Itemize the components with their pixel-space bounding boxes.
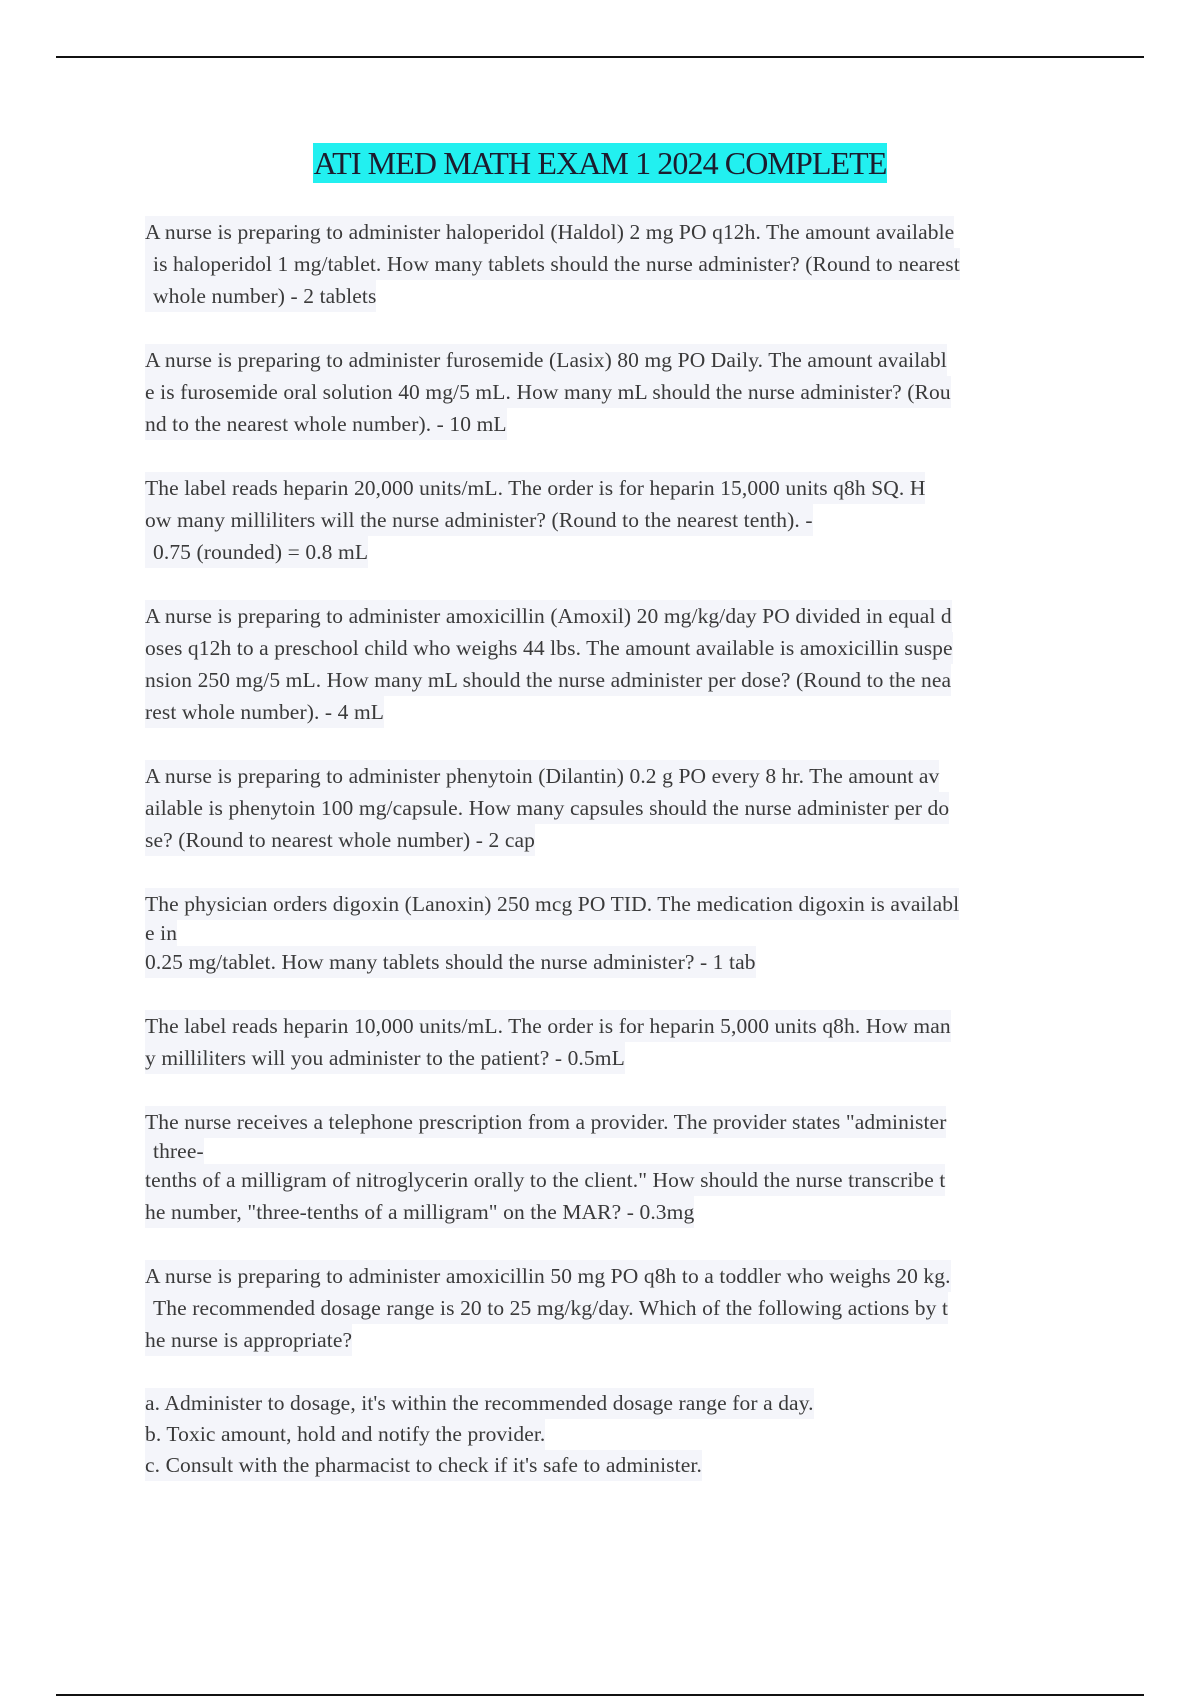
question-9-line-1: A nurse is preparing to administer amoxicillin 50 mg PO q8h to a toddler who weighs 20 kg. <box>145 1260 951 1292</box>
question-9-line-2: The recommended dosage range is 20 to 25 mg/kg/day. Which of the following actions by t <box>145 1292 948 1324</box>
question-8-line-2: three- <box>145 1138 204 1164</box>
option-c: c. Consult with the pharmacist to check if it's safe to administer. <box>145 1450 702 1481</box>
document-body <box>145 216 1095 1513</box>
question-6-line-1: The physician orders digoxin (Lanoxin) 250 mcg PO TID. The medication digoxin is availabl <box>145 888 959 920</box>
top-rule <box>56 56 1144 58</box>
question-2-line-1: A nurse is preparing to administer furosemide (Lasix) 80 mg PO Daily. The amount availabl <box>145 344 947 376</box>
option-b: b. Toxic amount, hold and notify the provider. <box>145 1419 545 1450</box>
question-5-line-3: se? (Round to nearest whole number) - 2 cap <box>145 824 535 856</box>
document-title: ATI MED MATH EXAM 1 2024 COMPLETE <box>313 145 887 181</box>
question-3 <box>145 472 1095 568</box>
question-1-line-2: is haloperidol 1 mg/tablet. How many tablets should the nurse administer? (Round to nearest <box>145 248 960 280</box>
question-4-line-4: rest whole number). - 4 mL <box>145 696 384 728</box>
question-1 <box>145 216 1095 312</box>
question-9 <box>145 1260 1095 1356</box>
question-2-line-2: e is furosemide oral solution 40 mg/5 mL. How many mL should the nurse administer? (Rou <box>145 376 951 408</box>
question-4-line-1: A nurse is preparing to administer amoxicillin (Amoxil) 20 mg/kg/day PO divided in equal d <box>145 600 952 632</box>
question-8 <box>145 1106 1095 1228</box>
question-4 <box>145 600 1095 728</box>
question-8-line-4: he number, "three-tenths of a milligram" on the MAR? - 0.3mg <box>145 1196 694 1228</box>
question-5-line-2: ailable is phenytoin 100 mg/capsule. How many capsules should the nurse administer per do <box>145 792 949 824</box>
question-5 <box>145 760 1095 856</box>
question-3-line-1: The label reads heparin 20,000 units/mL. The order is for heparin 15,000 units q8h SQ. H <box>145 472 925 504</box>
question-7-line-2: y milliliters will you administer to the patient? - 0.5mL <box>145 1042 625 1074</box>
question-9-line-3: he nurse is appropriate? <box>145 1324 352 1356</box>
question-2 <box>145 344 1095 440</box>
question-6 <box>145 888 1095 978</box>
title-container <box>0 143 1200 183</box>
bottom-rule <box>56 1694 1144 1696</box>
question-5-line-1: A nurse is preparing to administer phenytoin (Dilantin) 0.2 g PO every 8 hr. The amount av <box>145 760 939 792</box>
question-7 <box>145 1010 1095 1074</box>
question-6-line-3: 0.25 mg/tablet. How many tablets should the nurse administer? - 1 tab <box>145 946 756 978</box>
question-1-line-1: A nurse is preparing to administer haloperidol (Haldol) 2 mg PO q12h. The amount available <box>145 216 954 248</box>
question-4-line-2: oses q12h to a preschool child who weighs 44 lbs. The amount available is amoxicillin suspe <box>145 632 953 664</box>
question-8-line-3: tenths of a milligram of nitroglycerin orally to the client." How should the nurse transcribe t <box>145 1164 945 1196</box>
question-3-line-2: ow many milliliters will the nurse administer? (Round to the nearest tenth). - <box>145 504 813 536</box>
question-7-line-1: The label reads heparin 10,000 units/mL. The order is for heparin 5,000 units q8h. How man <box>145 1010 951 1042</box>
question-4-line-3: nsion 250 mg/5 mL. How many mL should the nurse administer per dose? (Round to the nea <box>145 664 951 696</box>
answer-options <box>145 1388 1095 1481</box>
question-6-line-2: e in <box>145 921 178 945</box>
question-8-line-1: The nurse receives a telephone prescription from a provider. The provider states "administer <box>145 1106 946 1138</box>
question-3-line-3: 0.75 (rounded) = 0.8 mL <box>145 536 368 568</box>
question-1-line-3: whole number) - 2 tablets <box>145 280 376 312</box>
question-2-line-3: nd to the nearest whole number). - 10 mL <box>145 408 507 440</box>
option-a: a. Administer to dosage, it's within the recommended dosage range for a day. <box>145 1388 814 1419</box>
